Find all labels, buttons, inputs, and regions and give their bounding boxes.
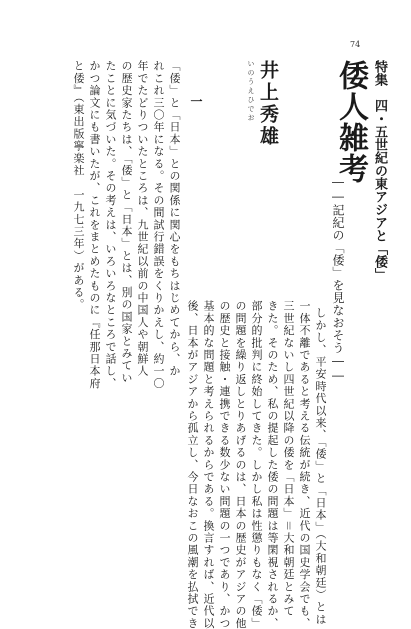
body-line: の問題を繰り返しとりあげるのは、日本の歴史がアジアの他	[234, 300, 247, 629]
body-line: しかし、平安時代以来、「倭」と「日本」（大和朝廷）とは	[314, 307, 327, 626]
body-line: 基本的な問題と考えられるからである。換言すれば、近代以	[202, 300, 215, 629]
body-line: たことに気づいた。その考えは、いろいろなところで話し、	[104, 60, 117, 390]
article-title: 倭人雑考	[333, 60, 368, 184]
body-line: と倭』（東出版寧楽社 一九七三年）がある。	[72, 60, 85, 311]
author-ruby: いのうえひでお	[247, 60, 255, 123]
body-line: の歴史家たちは、「倭」と「日本」とは、別の国家とみてい	[120, 60, 133, 384]
article-subtitle: ――記紀の「倭」を見なおそう――	[331, 175, 345, 383]
body-line: 後、日本がアジアから孤立し、今日なおこの風潮を払拭でき	[186, 300, 199, 629]
body-line: 部分的批判に終始してきた。しかし私は性懲りもなく「倭」	[250, 300, 263, 629]
body-line: かつ論文にも書いたが、これをまとめたものに『任那日本府	[88, 60, 101, 390]
page-number: 74	[350, 40, 361, 49]
author-name: 井上秀雄	[257, 60, 279, 148]
body-line: 「倭」と「日本」との関係に関心をもちはじめてから、か	[168, 60, 181, 378]
body-line: の歴史と接触・連携できる数少ない問題の一つであり、かつ	[218, 300, 231, 629]
body-line: きた。そのため、私の提起した倭の問題は等閑視されるか、	[266, 300, 279, 629]
section-number: 一	[189, 95, 203, 107]
body-line: れこれ三〇年になる。その間試行錯誤をくりかえし、約一〇	[152, 60, 165, 390]
body-line: 三世紀ないし四世紀以降の倭を「日本」＝大和朝廷とみて	[282, 300, 295, 618]
series-title: 特集 四・五世紀の東アジアと「倭」	[372, 60, 387, 281]
body-line: 年でたどりついたところは、九世紀以前の中国人や朝鮮人	[136, 60, 149, 378]
body-line: 一体不離であると考える伝統が続き、近代の国史学会でも、	[298, 300, 311, 629]
